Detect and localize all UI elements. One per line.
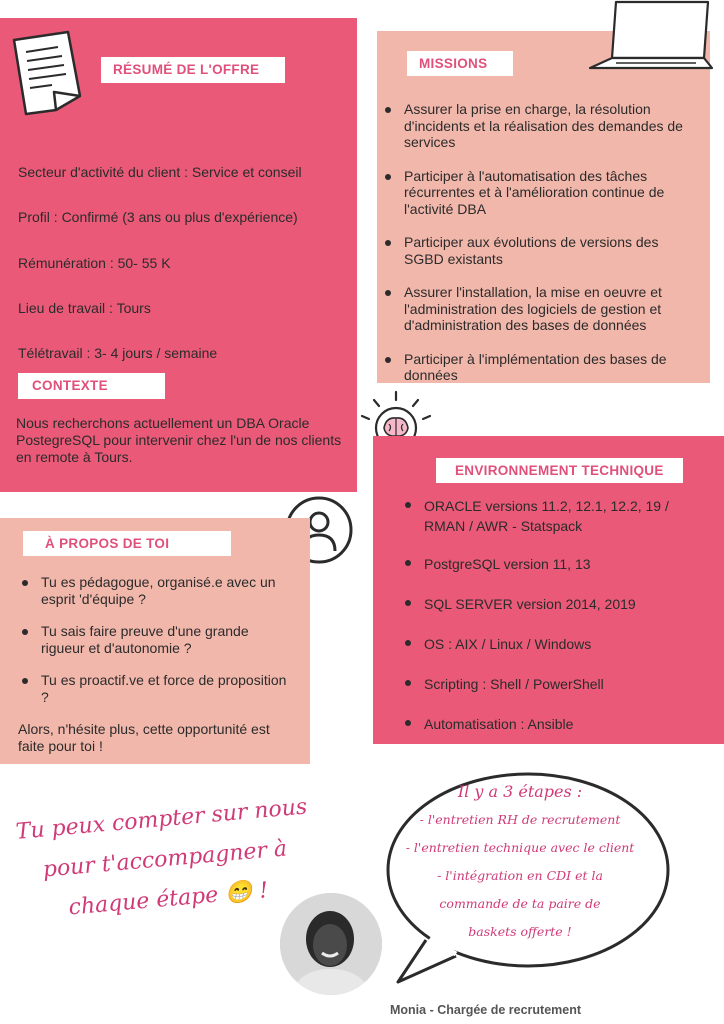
resume-line: Télétravail : 3- 4 jours / semaine xyxy=(18,345,218,361)
apropos-panel xyxy=(0,518,310,764)
missions-title: MISSIONS xyxy=(407,51,513,76)
document-icon xyxy=(8,26,88,116)
bubble-line: - l'entretien technique avec le client xyxy=(405,840,635,855)
apropos-closing: Alors, n'hésite plus, cette opportunité est faite pour toi ! xyxy=(18,721,270,754)
list-item: SQL SERVER version 2014, 2019 xyxy=(401,594,711,614)
avatar xyxy=(280,893,382,995)
resume-title: RÉSUMÉ DE L'OFFRE xyxy=(101,57,285,83)
bubble-line: - l'entretien RH de recrutement xyxy=(419,812,621,827)
bubble-line: baskets offerte ! xyxy=(468,924,572,939)
list-item: OS : AIX / Linux / Windows xyxy=(401,634,711,654)
bubble-line: commande de ta paire de xyxy=(439,896,601,911)
resume-line: Rémunération : 50- 55 K xyxy=(18,255,171,271)
list-item: Tu sais faire preuve d'une grande rigueur et d'autonomie ? xyxy=(18,623,294,656)
bubble-text xyxy=(393,778,647,946)
slogan-line: chaque étape 😁 ! xyxy=(67,878,270,921)
contexte-text: Nous recherchons actuellement un DBA Oracle PostegreSQL pour intervenir chez l'un de nos clients en remote à Tours. xyxy=(16,415,342,465)
resume-panel xyxy=(0,18,357,492)
list-item: Tu es pédagogue, organisé.e avec un esprit 'd'équipe ? xyxy=(18,574,294,607)
list-item: Participer à l'implémentation des bases de données xyxy=(381,351,701,384)
resume-line: Lieu de travail : Tours xyxy=(18,300,151,316)
contexte-title: CONTEXTE xyxy=(18,373,165,399)
list-item: Participer à l'automatisation des tâches récurrentes et à l'amélioration continue de l'activité DBA xyxy=(381,168,701,218)
list-item: Assurer l'installation, la mise en oeuvre et l'administration des logiciels de gestion et d'administration des bases de données xyxy=(381,284,701,334)
environnement-panel xyxy=(373,436,724,744)
environnement-title: ENVIRONNEMENT TECHNIQUE xyxy=(436,458,683,483)
list-item: ORACLE versions 11.2, 12.1, 12.2, 19 / RMAN / AWR - Statspack xyxy=(401,496,711,536)
bubble-line: - l'intégration en CDI et la xyxy=(437,868,603,883)
list-item: Tu es proactif.ve et force de proposition ? xyxy=(18,672,294,705)
recruiter-caption: Monia - Chargée de recrutement xyxy=(390,1003,582,1017)
missions-panel xyxy=(377,31,710,383)
resume-line: Profil : Confirmé (3 ans ou plus d'expérience) xyxy=(18,209,298,225)
list-item: Participer aux évolutions de versions des SGBD existants xyxy=(381,234,701,267)
apropos-list xyxy=(18,574,294,705)
apropos-title: À PROPOS DE TOI xyxy=(23,531,231,556)
laptop-icon xyxy=(586,0,716,75)
environnement-list xyxy=(401,496,711,734)
bubble-line: Il y a 3 étapes : xyxy=(457,782,583,801)
list-item: PostgreSQL version 11, 13 xyxy=(401,554,711,574)
slogan-line: Tu peux compter sur nous xyxy=(14,794,309,845)
list-item: Automatisation : Ansible xyxy=(401,714,711,734)
slogan-line: pour t'accompagner à xyxy=(41,836,289,883)
resume-line: Secteur d'activité du client : Service et conseil xyxy=(18,164,302,180)
list-item: Assurer la prise en charge, la résolution d'incidents et la réalisation des demandes de services xyxy=(381,101,701,151)
list-item: Scripting : Shell / PowerShell xyxy=(401,674,711,694)
missions-list xyxy=(381,101,701,384)
slogan xyxy=(5,787,324,934)
